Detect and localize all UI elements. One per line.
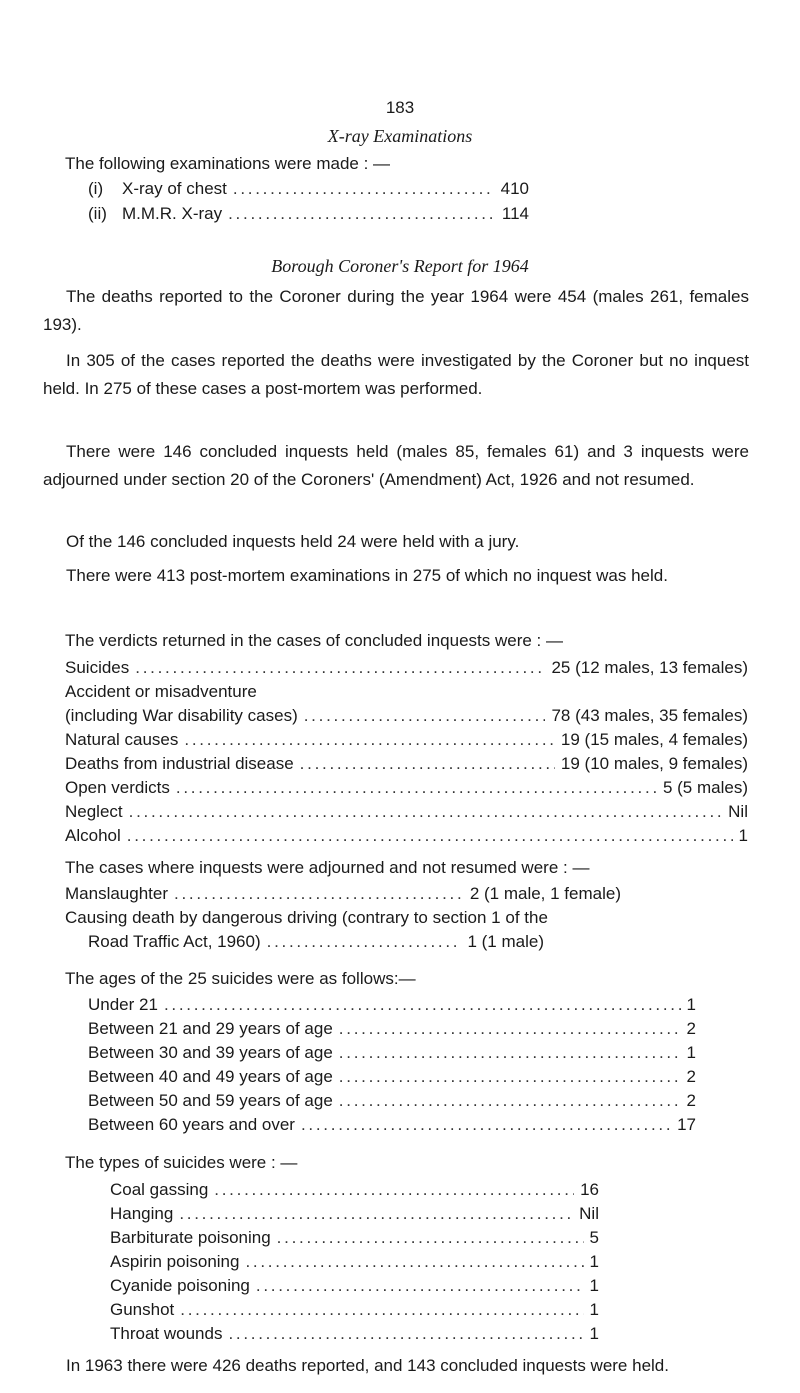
leader-dots bbox=[339, 1042, 681, 1064]
age-row: Between 60 years and over . . . 17 bbox=[88, 1114, 696, 1136]
leader-dots bbox=[277, 1227, 584, 1249]
page-number: 183 bbox=[385, 98, 415, 117]
leader-dots bbox=[127, 825, 733, 847]
xray-item-chest bbox=[88, 178, 529, 200]
age-row: Under 21 . . . 1 bbox=[88, 994, 696, 1016]
type-row: Coal gassing . . . 16 bbox=[110, 1179, 599, 1201]
age-row: Between 21 and 29 years of age . . . 2 bbox=[88, 1018, 696, 1040]
leader-dots bbox=[184, 729, 555, 751]
leader-dots bbox=[304, 705, 546, 727]
adjourned-intro: The cases where inquests were adjourned and not resumed were : — bbox=[65, 858, 590, 877]
manslaughter-row: Manslaughter . . . 2 (1 male, 1 female) bbox=[65, 883, 621, 905]
xray-item-mmr bbox=[88, 203, 529, 225]
paragraph-investigated: In 305 of the cases reported the deaths were investigated by the Coroner but no inquest held. In 275 of these cases a post-mortem was performed. bbox=[43, 351, 749, 398]
type-row: Hanging . . . Nil bbox=[110, 1203, 599, 1225]
paragraph-post-mortem: There were 413 post-mortem examinations in 275 of which no inquest was held. bbox=[66, 566, 668, 585]
paragraph-1963-comparison: In 1963 there were 426 deaths reported, and 143 concluded inquests were held. bbox=[66, 1356, 669, 1375]
paragraph-jury: Of the 146 concluded inquests held 24 were held with a jury. bbox=[66, 532, 520, 551]
types-intro: The types of suicides were : — bbox=[65, 1153, 298, 1172]
type-row: Cyanide poisoning . . . 1 bbox=[110, 1275, 599, 1297]
leader-dots bbox=[176, 777, 657, 799]
causing-death-line: Causing death by dangerous driving (contrary to section 1 of the bbox=[65, 908, 548, 927]
verdict-row: (including War disability cases) . . . 78 (43 males, 35 females) bbox=[65, 705, 748, 727]
ages-intro: The ages of the 25 suicides were as follows:— bbox=[65, 969, 416, 988]
xray-item-value: 410 bbox=[500, 179, 529, 198]
leader-dots bbox=[301, 1114, 671, 1136]
age-row: Between 50 and 59 years of age . . . 2 bbox=[88, 1090, 696, 1112]
leader-dots bbox=[179, 1203, 573, 1225]
causing-death-row: Road Traffic Act, 1960) . . . 1 (1 male) bbox=[88, 931, 544, 953]
leader-dots bbox=[228, 1323, 583, 1345]
xray-item-label: M.M.R. X-ray bbox=[122, 204, 223, 223]
leader-dots bbox=[174, 883, 464, 905]
leader-dots bbox=[300, 753, 555, 775]
leader-dots bbox=[339, 1090, 681, 1112]
xray-item-number: (ii) bbox=[88, 204, 107, 223]
verdict-row: Open verdicts . . . 5 (5 males) bbox=[65, 777, 748, 799]
leader-dots bbox=[256, 1275, 584, 1297]
age-row: Between 40 and 49 years of age . . . 2 bbox=[88, 1066, 696, 1088]
leader-dots bbox=[233, 178, 495, 200]
leader-dots bbox=[164, 994, 681, 1016]
verdict-row: Suicides . . . 25 (12 males, 13 females) bbox=[65, 657, 748, 679]
type-row: Barbiturate poisoning . . . 5 bbox=[110, 1227, 599, 1249]
age-row: Between 30 and 39 years of age . . . 1 bbox=[88, 1042, 696, 1064]
verdict-row: Natural causes . . . 19 (15 males, 4 females) bbox=[65, 729, 748, 751]
leader-dots bbox=[245, 1251, 583, 1273]
xray-item-value: 114 bbox=[501, 204, 529, 223]
leader-dots bbox=[214, 1179, 574, 1201]
leader-dots bbox=[228, 203, 496, 225]
xray-item-label: X-ray of chest bbox=[122, 179, 227, 198]
type-row: Throat wounds . . . 1 bbox=[110, 1323, 599, 1345]
xray-item-number: (i) bbox=[88, 179, 104, 198]
type-row: Gunshot . . . 1 bbox=[110, 1299, 599, 1321]
leader-dots bbox=[339, 1018, 681, 1040]
coroner-heading: Borough Coroner's Report for 1964 bbox=[271, 256, 529, 276]
verdicts-intro: The verdicts returned in the cases of concluded inquests were : — bbox=[65, 631, 563, 650]
paragraph-concluded-inquests: There were 146 concluded inquests held (males 85, females 61) and 3 inquests were adjourned under section 20 of the Coroners' (Amendment) Act, 1926 and not resumed. bbox=[43, 442, 749, 489]
leader-dots bbox=[339, 1066, 681, 1088]
leader-dots bbox=[129, 801, 723, 823]
leader-dots bbox=[180, 1299, 583, 1321]
paragraph-deaths-reported: The deaths reported to the Coroner during the year 1964 were 454 (males 261, females 193). bbox=[43, 287, 749, 334]
verdict-row: Accident or misadventure bbox=[65, 682, 257, 701]
verdict-row: Alcohol . . . 1 bbox=[65, 825, 748, 847]
verdict-row: Neglect . . . Nil bbox=[65, 801, 748, 823]
verdict-row: Deaths from industrial disease . . . 19 (10 males, 9 females) bbox=[65, 753, 748, 775]
xray-heading: X-ray Examinations bbox=[327, 126, 473, 146]
type-row: Aspirin poisoning . . . 1 bbox=[110, 1251, 599, 1273]
leader-dots bbox=[267, 931, 462, 953]
leader-dots bbox=[135, 657, 545, 679]
xray-intro: The following examinations were made : — bbox=[65, 154, 391, 173]
